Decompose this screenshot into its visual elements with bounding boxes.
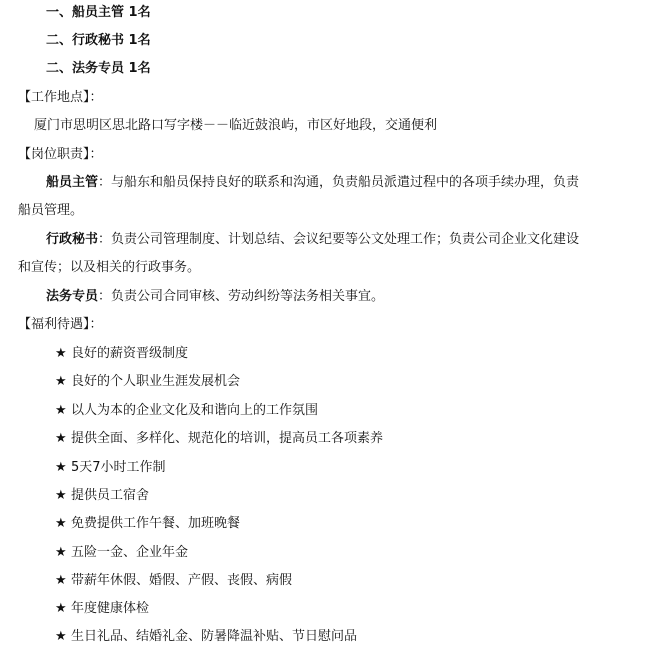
benefit-item [55, 600, 149, 618]
star-icon: ★ [55, 545, 67, 560]
benefit-item [55, 459, 166, 477]
star-icon: ★ [55, 629, 67, 644]
star-icon: ★ [55, 516, 67, 531]
benefit-text: 提供全面、多样化、规范化的培训，提高员工各项素养 [71, 431, 384, 446]
star-icon: ★ [55, 403, 67, 418]
duty-legal-specialist-line1 [46, 288, 384, 306]
star-icon: ★ [55, 488, 67, 503]
benefit-item [55, 544, 188, 562]
star-icon: ★ [55, 346, 67, 361]
position-item-crew-supervisor: 一、船员主管 1名 [46, 5, 151, 20]
star-icon: ★ [55, 601, 67, 616]
benefit-text: 生日礼品、结婚礼金、防暑降温补贴、节日慰问品 [71, 629, 358, 644]
duty-admin-secretary-line1 [46, 231, 579, 249]
star-icon: ★ [55, 573, 67, 588]
duty-admin-secretary-line2: 和宣传；以及相关的行政事务。 [18, 260, 201, 275]
duty-title: 船员主管 [46, 175, 99, 190]
benefit-item [55, 430, 383, 448]
duty-crew-supervisor-line2: 船员管理。 [18, 203, 84, 218]
star-icon: ★ [55, 460, 67, 475]
benefit-item [55, 345, 188, 363]
position-item-legal-specialist: 二、法务专员 1名 [46, 61, 151, 76]
benefit-item [55, 402, 318, 420]
duty-title: 法务专员 [46, 289, 99, 304]
benefit-item [55, 628, 357, 646]
benefit-text: 良好的个人职业生涯发展机会 [71, 374, 241, 389]
star-icon: ★ [55, 431, 67, 446]
benefit-text: 年度健康体检 [71, 601, 150, 616]
duty-text: ：负责公司管理制度、计划总结、会议纪要等公文处理工作；负责公司企业文化建设 [98, 232, 580, 247]
duty-text: ：与船东和船员保持良好的联系和沟通，负责船员派遣过程中的各项手续办理，负责 [98, 175, 580, 190]
benefits-heading: 【福利待遇】： [18, 317, 103, 332]
duties-heading: 【岗位职责】： [18, 147, 103, 162]
star-icon: ★ [55, 374, 67, 389]
benefit-text: 带薪年休假、婚假、产假、丧假、病假 [71, 573, 293, 588]
benefit-text: 以人为本的企业文化及和谐向上的工作氛围 [71, 403, 319, 418]
work-location-text: 厦门市思明区思北路口写字楼－－临近鼓浪屿，市区好地段，交通便利 [34, 118, 438, 133]
work-location-heading: 【工作地点】： [18, 90, 103, 105]
position-item-admin-secretary: 二、行政秘书 1名 [46, 33, 151, 48]
duty-text: ：负责公司合同审核、劳动纠纷等法务相关事宜。 [98, 289, 385, 304]
benefit-text: 良好的薪资晋级制度 [71, 346, 189, 361]
benefit-item [55, 515, 240, 533]
benefit-item [55, 373, 240, 391]
benefit-text: 免费提供工作午餐、加班晚餐 [71, 516, 241, 531]
benefit-text: 五险一金、企业年金 [71, 545, 189, 560]
benefit-item [55, 487, 149, 505]
benefit-text: 5天7小时工作制 [71, 460, 166, 475]
benefit-text: 提供员工宿舍 [71, 488, 150, 503]
benefit-item [55, 572, 292, 590]
duty-title: 行政秘书 [46, 232, 99, 247]
duty-crew-supervisor-line1 [46, 174, 579, 192]
